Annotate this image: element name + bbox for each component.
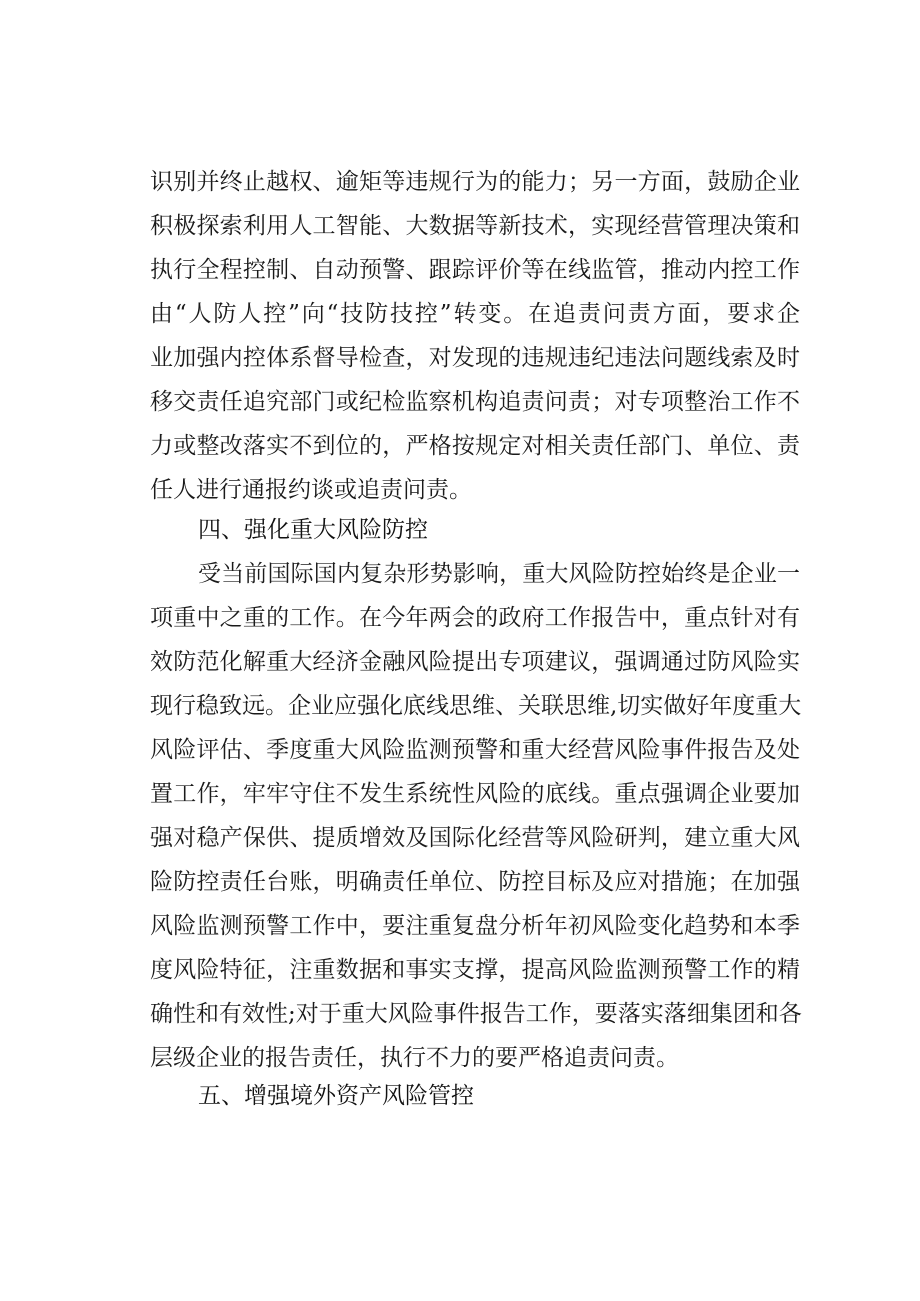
section-heading-5: 五、增强境外资产风险管控 <box>198 1083 474 1109</box>
text-line: 项重中之重的工作。在今年两会的政府工作报告中，重点针对有 <box>150 605 800 631</box>
text-line: 风险评估、季度重大风险监测预警和重大经营风险事件报告及处 <box>150 737 800 763</box>
text-line: 度风险特征，注重数据和事实支撑，提高风险监测预警工作的精 <box>150 957 800 983</box>
text-line: 任人进行通报约谈或追责问责。 <box>150 477 472 503</box>
text-line: 效防范化解重大经济金融风险提出专项建议，强调通过防风险实 <box>150 649 800 675</box>
text-line: 积极探索利用人工智能、大数据等新技术，实现经营管理决策和 <box>150 213 800 239</box>
text-line: 移交责任追究部门或纪检监察机构追责问责；对专项整治工作不 <box>150 389 800 415</box>
text-line: 执行全程控制、自动预警、跟踪评价等在线监管，推动内控工作 <box>150 257 800 283</box>
text-line: 置工作，牢牢守住不发生系统性风险的底线。重点强调企业要加 <box>150 781 800 807</box>
text-line: 层级企业的报告责任，执行不力的要严格追责问责。 <box>150 1045 679 1071</box>
text-line: 强对稳产保供、提质增效及国际化经营等风险研判，建立重大风 <box>150 825 800 851</box>
text-line: 现行稳致远。企业应强化底线思维、关联思维,切实做好年度重大 <box>150 693 802 719</box>
text-line: 险防控责任台账，明确责任单位、防控目标及应对措施；在加强 <box>150 869 800 895</box>
section-heading-4: 四、强化重大风险防控 <box>198 517 428 543</box>
text-line: 确性和有效性;对于重大风险事件报告工作，要落实落细集团和各 <box>150 1001 802 1027</box>
text-line: 风险监测预警工作中，要注重复盘分析年初风险变化趋势和本季 <box>150 913 800 939</box>
text-line: 业加强内控体系督导检查，对发现的违规违纪违法问题线索及时 <box>150 345 800 371</box>
text-line: 受当前国际国内复杂形势影响，重大风险防控始终是企业一 <box>198 561 800 587</box>
text-line: 识别并终止越权、逾矩等违规行为的能力；另一方面，鼓励企业 <box>150 169 800 195</box>
text-line: 由“人防人控”向“技防技控”转变。在追责问责方面，要求企 <box>150 301 800 327</box>
text-line: 力或整改落实不到位的，严格按规定对相关责任部门、单位、责 <box>150 433 800 459</box>
